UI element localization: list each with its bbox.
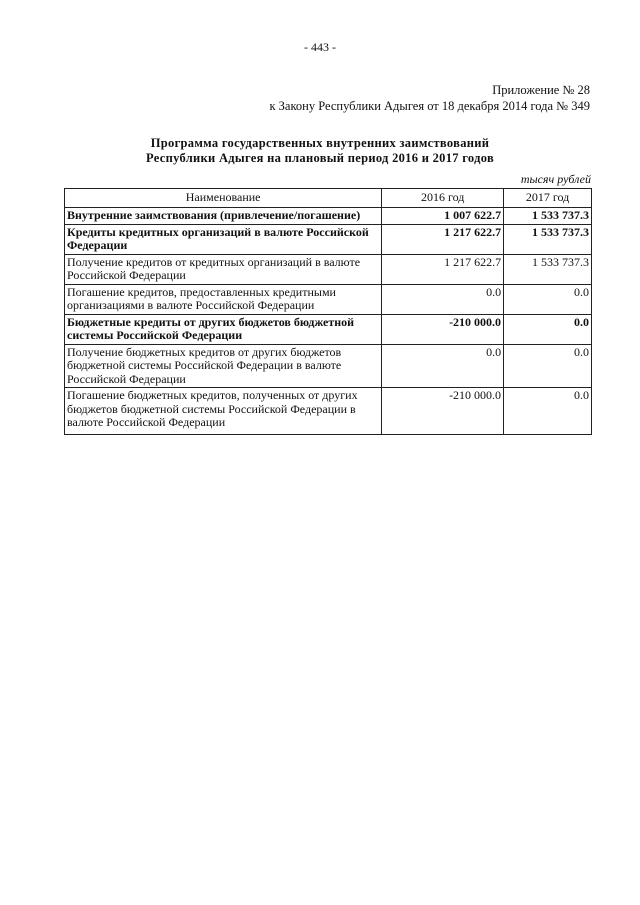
column-header-2017: 2017 год xyxy=(504,189,592,208)
page-number: - 443 - xyxy=(304,40,336,54)
appendix-law-reference: к Закону Республики Адыгея от 18 декабря 2014 года № 349 xyxy=(269,99,590,113)
column-header-2016: 2016 год xyxy=(382,189,504,208)
row-name: Кредиты кредитных организаций в валюте Российской Федерации xyxy=(65,224,382,254)
row-value-2017: 1 533 737.3 xyxy=(504,224,592,254)
row-value-2017: 1 533 737.3 xyxy=(504,254,592,284)
row-name: Бюджетные кредиты от других бюджетов бюджетной системы Российской Федерации xyxy=(65,314,382,344)
table-row xyxy=(65,208,592,225)
row-value-2017: 0.0 xyxy=(504,284,592,314)
row-value-2017: 1 533 737.3 xyxy=(504,208,592,225)
appendix-number: Приложение № 28 xyxy=(492,83,590,97)
row-name: Погашение кредитов, предоставленных кредитными организациями в валюте Российской Федерации xyxy=(65,284,382,314)
units-label: тысяч рублей xyxy=(520,172,591,186)
row-value-2017: 0.0 xyxy=(504,388,592,435)
table-row xyxy=(65,344,592,388)
row-value-2016: -210 000.0 xyxy=(382,388,504,435)
appendix-reference xyxy=(269,82,590,114)
table-row xyxy=(65,254,592,284)
row-name: Погашение бюджетных кредитов, полученных от других бюджетов бюджетной системы Российской Федерации в валюте Российской Федерации xyxy=(65,388,382,435)
column-header-name: Наименование xyxy=(65,189,382,208)
row-value-2016: 1 007 622.7 xyxy=(382,208,504,225)
table-row xyxy=(65,224,592,254)
row-name: Получение бюджетных кредитов от других бюджетов бюджетной системы Российской Федерации в валюте Российской Федерации xyxy=(65,344,382,388)
document-title xyxy=(0,136,640,166)
document-title-line-1: Программа государственных внутренних заимствований xyxy=(150,136,490,150)
table-row xyxy=(65,388,592,435)
row-value-2016: 1 217 622.7 xyxy=(382,254,504,284)
document-title-line-2: Республики Адыгея на плановый период 2016 и 2017 годов xyxy=(145,151,495,165)
table-row xyxy=(65,314,592,344)
row-value-2017: 0.0 xyxy=(504,314,592,344)
row-name: Внутренние заимствования (привлечение/погашение) xyxy=(65,208,382,225)
row-name: Получение кредитов от кредитных организаций в валюте Российской Федерации xyxy=(65,254,382,284)
row-value-2016: 0.0 xyxy=(382,344,504,388)
row-value-2016: -210 000.0 xyxy=(382,314,504,344)
table-header-row xyxy=(65,189,592,208)
row-value-2017: 0.0 xyxy=(504,344,592,388)
borrowing-program-table xyxy=(64,188,592,435)
table-row xyxy=(65,284,592,314)
row-value-2016: 0.0 xyxy=(382,284,504,314)
row-value-2016: 1 217 622.7 xyxy=(382,224,504,254)
